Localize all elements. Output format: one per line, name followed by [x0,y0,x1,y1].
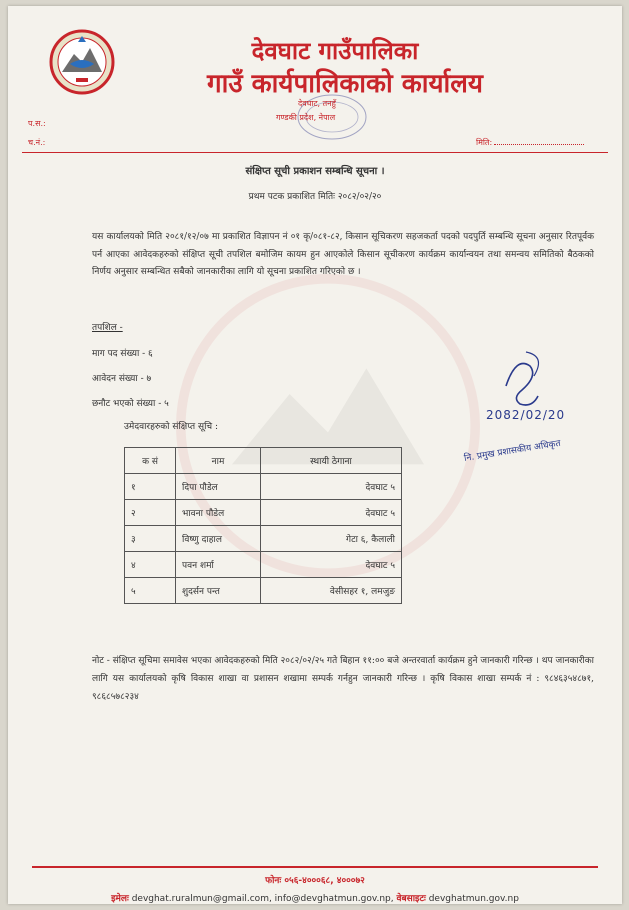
column-header-address: स्थायी ठेगाना [261,448,402,474]
published-date: प्रथम पटक प्रकाशित मितिः २०८२/०२/२० [248,192,382,202]
applications-count: आवेदन संख्या - ७ [92,374,152,384]
office-name: गाउँ कार्यपालिकाको कार्यालय [207,69,483,99]
details-heading: तपशिल - [92,323,123,333]
table-row [125,552,402,578]
candidate-list-title: उमेदवारहरुको संक्षिप्त सूचि : [124,422,219,432]
cell-name: शुदर्सन पन्त [176,578,261,604]
signature-date: 2082/02/20 [486,408,566,422]
province-line: गण्डकी प्रदेश, नेपाल [276,113,336,122]
date-label: मिति: [476,138,493,147]
header-rule [22,152,608,153]
municipality-name: देवघाट गाउँपालिका [251,37,419,65]
cell-name: पवन शर्मा [176,552,261,578]
document-page [8,6,622,904]
officer-stamp: नि. प्रमुख प्रशासकीय अधिकृत [463,438,562,464]
cell-sn: ५ [125,578,176,604]
cell-address: देवघाट ५ [261,474,402,500]
table-row [125,474,402,500]
ps-label: प.स.: [28,119,46,128]
cell-sn: २ [125,500,176,526]
footer-contact [8,891,622,904]
cell-address: देवघाट ५ [261,552,402,578]
table-row [125,578,402,604]
notice-body: यस कार्यालयको मिति २०८१/१२/०७ मा प्रकाशित विज्ञापन नं ०१ कृ/०८१-८२, किसान सूचिकरण सहजकर्ता पदको पदपुर्ति सम्बन्धि सूचना अनुसार रितपूर्वक पर्न आएका आवेदकहरुको संक्षिप्त सूची तपशिल बमोजिम कायम हुन आएकोले किसान सूचीकरण कार्यक्रम कार्यान्वयन तथा समन्वय समितिको बैठकको निर्णय अनुसार सम्बन्धित सबैको जानकारीका लागि यो सूचना प्रकाशित गरिएको छ । [92,232,594,277]
date-blank-line [494,144,584,145]
address-line: देवघाट, तनहुँ [298,99,336,108]
footer-phone: फोनः ०५६-४०००६८, ४०००७२ [265,876,365,886]
website-value: devghatmun.gov.np [428,894,519,904]
email-value: devghat.ruralmun@gmail.com, info@devghatmun.gov.np, [131,894,394,904]
handwritten-signature [486,346,606,436]
selected-count: छनौट भएको संख्या - ५ [92,399,169,409]
email-label: इमेलः [111,894,129,904]
cell-address: वेसीसहर १, लमजुङ [261,578,402,604]
date-field [476,137,584,148]
cn-label: च.नं.: [28,138,46,147]
column-header-name: नाम [176,448,261,474]
cell-name: दिपा पौडेल [176,474,261,500]
cell-sn: ३ [125,526,176,552]
posts-count: माग पद संख्या - ६ [92,349,153,359]
column-header-sn: क सं [125,448,176,474]
footer-rule [32,866,598,868]
cell-address: गेटा ६, कैलाली [261,526,402,552]
cell-name: भावना पौडेल [176,500,261,526]
website-label: वेबसाइटः [396,894,426,904]
table-header-row [125,448,402,474]
notice-title: संक्षिप्त सूची प्रकाशन सम्बन्धि सूचना । [245,166,385,177]
cell-sn: १ [125,474,176,500]
cell-sn: ४ [125,552,176,578]
table-row [125,526,402,552]
interview-note: नोट - संक्षिप्त सूचिमा समावेस भएका आवेदकहरुको मिति २०८२/०२/२५ गते बिहान ११:०० बजे अन्तरवार्ता कार्यक्रम हुने जानकारी गरिन्छ । थप जानकारीका लागि यस कार्यालयको कृषि विकास शाखा वा प्रशासन शखामा सम्पर्क गर्नहुन जानकारी गरिन्छ । कृषि विकास शाखा सम्पर्क नं : ९८४६३५४८७१, ९८६८५७८२३४ [92,656,594,702]
table-row [125,500,402,526]
candidate-table [124,447,402,604]
cell-name: विष्णु दाहाल [176,526,261,552]
cell-address: देवघाट ५ [261,500,402,526]
